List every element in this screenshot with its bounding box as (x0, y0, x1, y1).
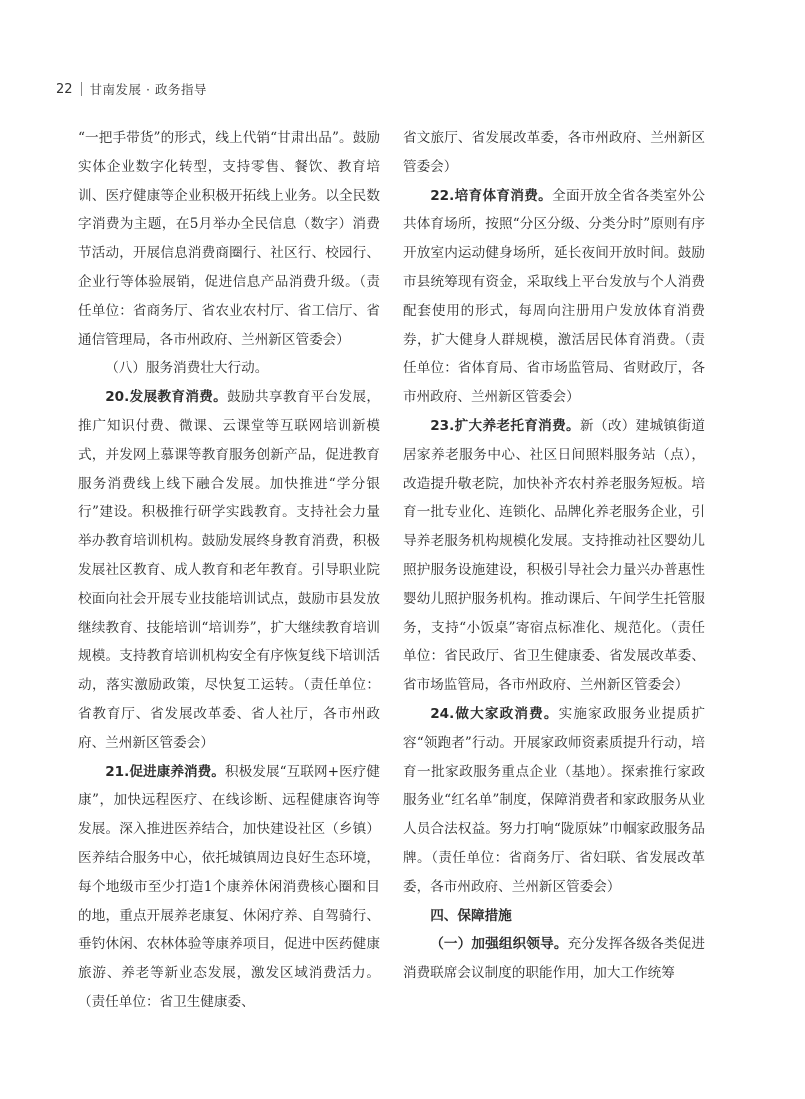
paragraph (78, 124, 380, 354)
right-column (403, 124, 705, 988)
item-heading: 24.做大家政消费。 (430, 705, 559, 722)
paragraph-text: 省文旅厅、省发展改革委，各市州政府、兰州新区管委会） (403, 130, 705, 175)
header-divider (81, 82, 82, 96)
paragraph (78, 383, 380, 757)
page-header (56, 78, 207, 100)
paragraph (403, 412, 705, 700)
paragraph (403, 182, 705, 412)
paragraph-text: 全面开放全省各类室外公共体育场所，按照“分区分级、分类分时”原则有序开放室内运动健身场所，延长夜间开放时间。鼓励市县统筹现有资金，采取线上平台发放与个人消费配套使用的形式，每周向注册用户发放体育消费券，扩大健身人群规模，激活居民体育消费。（责任单位：省体育局、省市场监管局、省财政厅，各市州政府、兰州新区管委会） (403, 187, 705, 406)
paragraph-text: 充分发挥各级各类促进消费联席会议制度的职能作用，加大工作统筹 (403, 936, 706, 982)
item-heading: 22.培育体育消费。 (430, 187, 553, 204)
item-heading: 20.发展教育消费。 (105, 389, 228, 406)
paragraph-text: 实施家政服务业提质扩容“领跑者”行动。开展家政师资素质提升行动，培育一批家政服务重点企业（基地）。探索推行家政服务业“红名单”制度，保障消费者和家政服务从业人员合法权益。努力打响“陇原妹”巾帼家政服务品牌。（责任单位：省商务厅、省妇联、省发展改革委，各市州政府、兰州新区管委会） (403, 705, 705, 895)
paragraph (403, 700, 705, 902)
page-number: 22 (56, 81, 73, 97)
item-heading: 23.扩大养老托育消费。 (430, 417, 580, 434)
journal-title: 甘南发展 · 政务指导 (89, 82, 207, 97)
item-heading: （一）加强组织领导。 (430, 936, 568, 953)
paragraph (403, 124, 705, 182)
paragraph-text: 新（改）建城镇街道居家养老服务中心、社区日间照料服务站（点），改造提升敬老院，加快补齐农村养老服务短板。培育一批专业化、连锁化、品牌化养老服务企业，引导养老服务机构规模化发展。支持推动社区婴幼儿照护服务设施建设，积极引导社会力量兴办普惠性婴幼儿照护服务机构。推动课后、午间学生托管服务，支持“小饭桌”寄宿点标准化、规范化。（责任单位：省民政厅、省卫生健康委、省发展改革委、省市场监管局，各市州政府、兰州新区管委会） (403, 417, 705, 694)
section-heading-text: （八）服务消费壮大行动。 (105, 360, 269, 377)
paragraph-text: 积极发展“互联网+医疗健康”，加快远程医疗、在线诊断、远程健康咨询等发展。深入推进医养结合，加快建设社区（乡镇）医养结合服务中心，依托城镇周边良好生态环境，每个地级市至少打造1个康养休闲消费核心圈和目的地，重点开展养老康复、休闲疗养、自驾骑行、垂钓休闲、农林体验等康养项目，促进中医药健康旅游、养老等新业态发展，激发区域消费活力。（责任单位：省卫生健康委、 (78, 763, 380, 1010)
paragraph (78, 758, 380, 1017)
section-heading (78, 354, 380, 383)
item-heading: 21.促进康养消费。 (105, 763, 225, 780)
paragraph-text: 鼓励共享教育平台发展，推广知识付费、微课、云课堂等互联网培训新模式，并发网上慕课等教育服务创新产品，促进教育服务消费线上线下融合发展。加快推进“学分银行”建设。积极推行研学实践教育。支持社会力量举办教育培训机构。鼓励发展终身教育消费，积极发展社区教育、成人教育和老年教育。引导职业院校面向社会开展专业技能培训试点，鼓励市县发放继续教育、技能培训“培训券”，扩大继续教育培训规模。支持教育培训机构安全有序恢复线下培训活动，落实激励政策，尽快复工运转。（责任单位：省教育厅、省发展改革委、省人社厅，各市州政府、兰州新区管委会） (78, 389, 380, 751)
chapter-heading (403, 902, 705, 931)
paragraph-text: “一把手带货”的形式，线上代销“甘肃出品”。鼓励实体企业数字化转型，支持零售、餐饮、教育培训、医疗健康等企业积极开拓线上业务。以全民数字消费为主题，在5月举办全民信息（数字）消费节活动，开展信息消费商圈行、社区行、校园行、企业行等体验展销，促进信息产品消费升级。（责任单位：省商务厅、省农业农村厅、省工信厅、省通信管理局，各市州政府、兰州新区管委会） (78, 130, 380, 348)
left-column (78, 124, 380, 1017)
paragraph (403, 930, 705, 988)
chapter-heading-text: 四、保障措施 (430, 907, 512, 924)
